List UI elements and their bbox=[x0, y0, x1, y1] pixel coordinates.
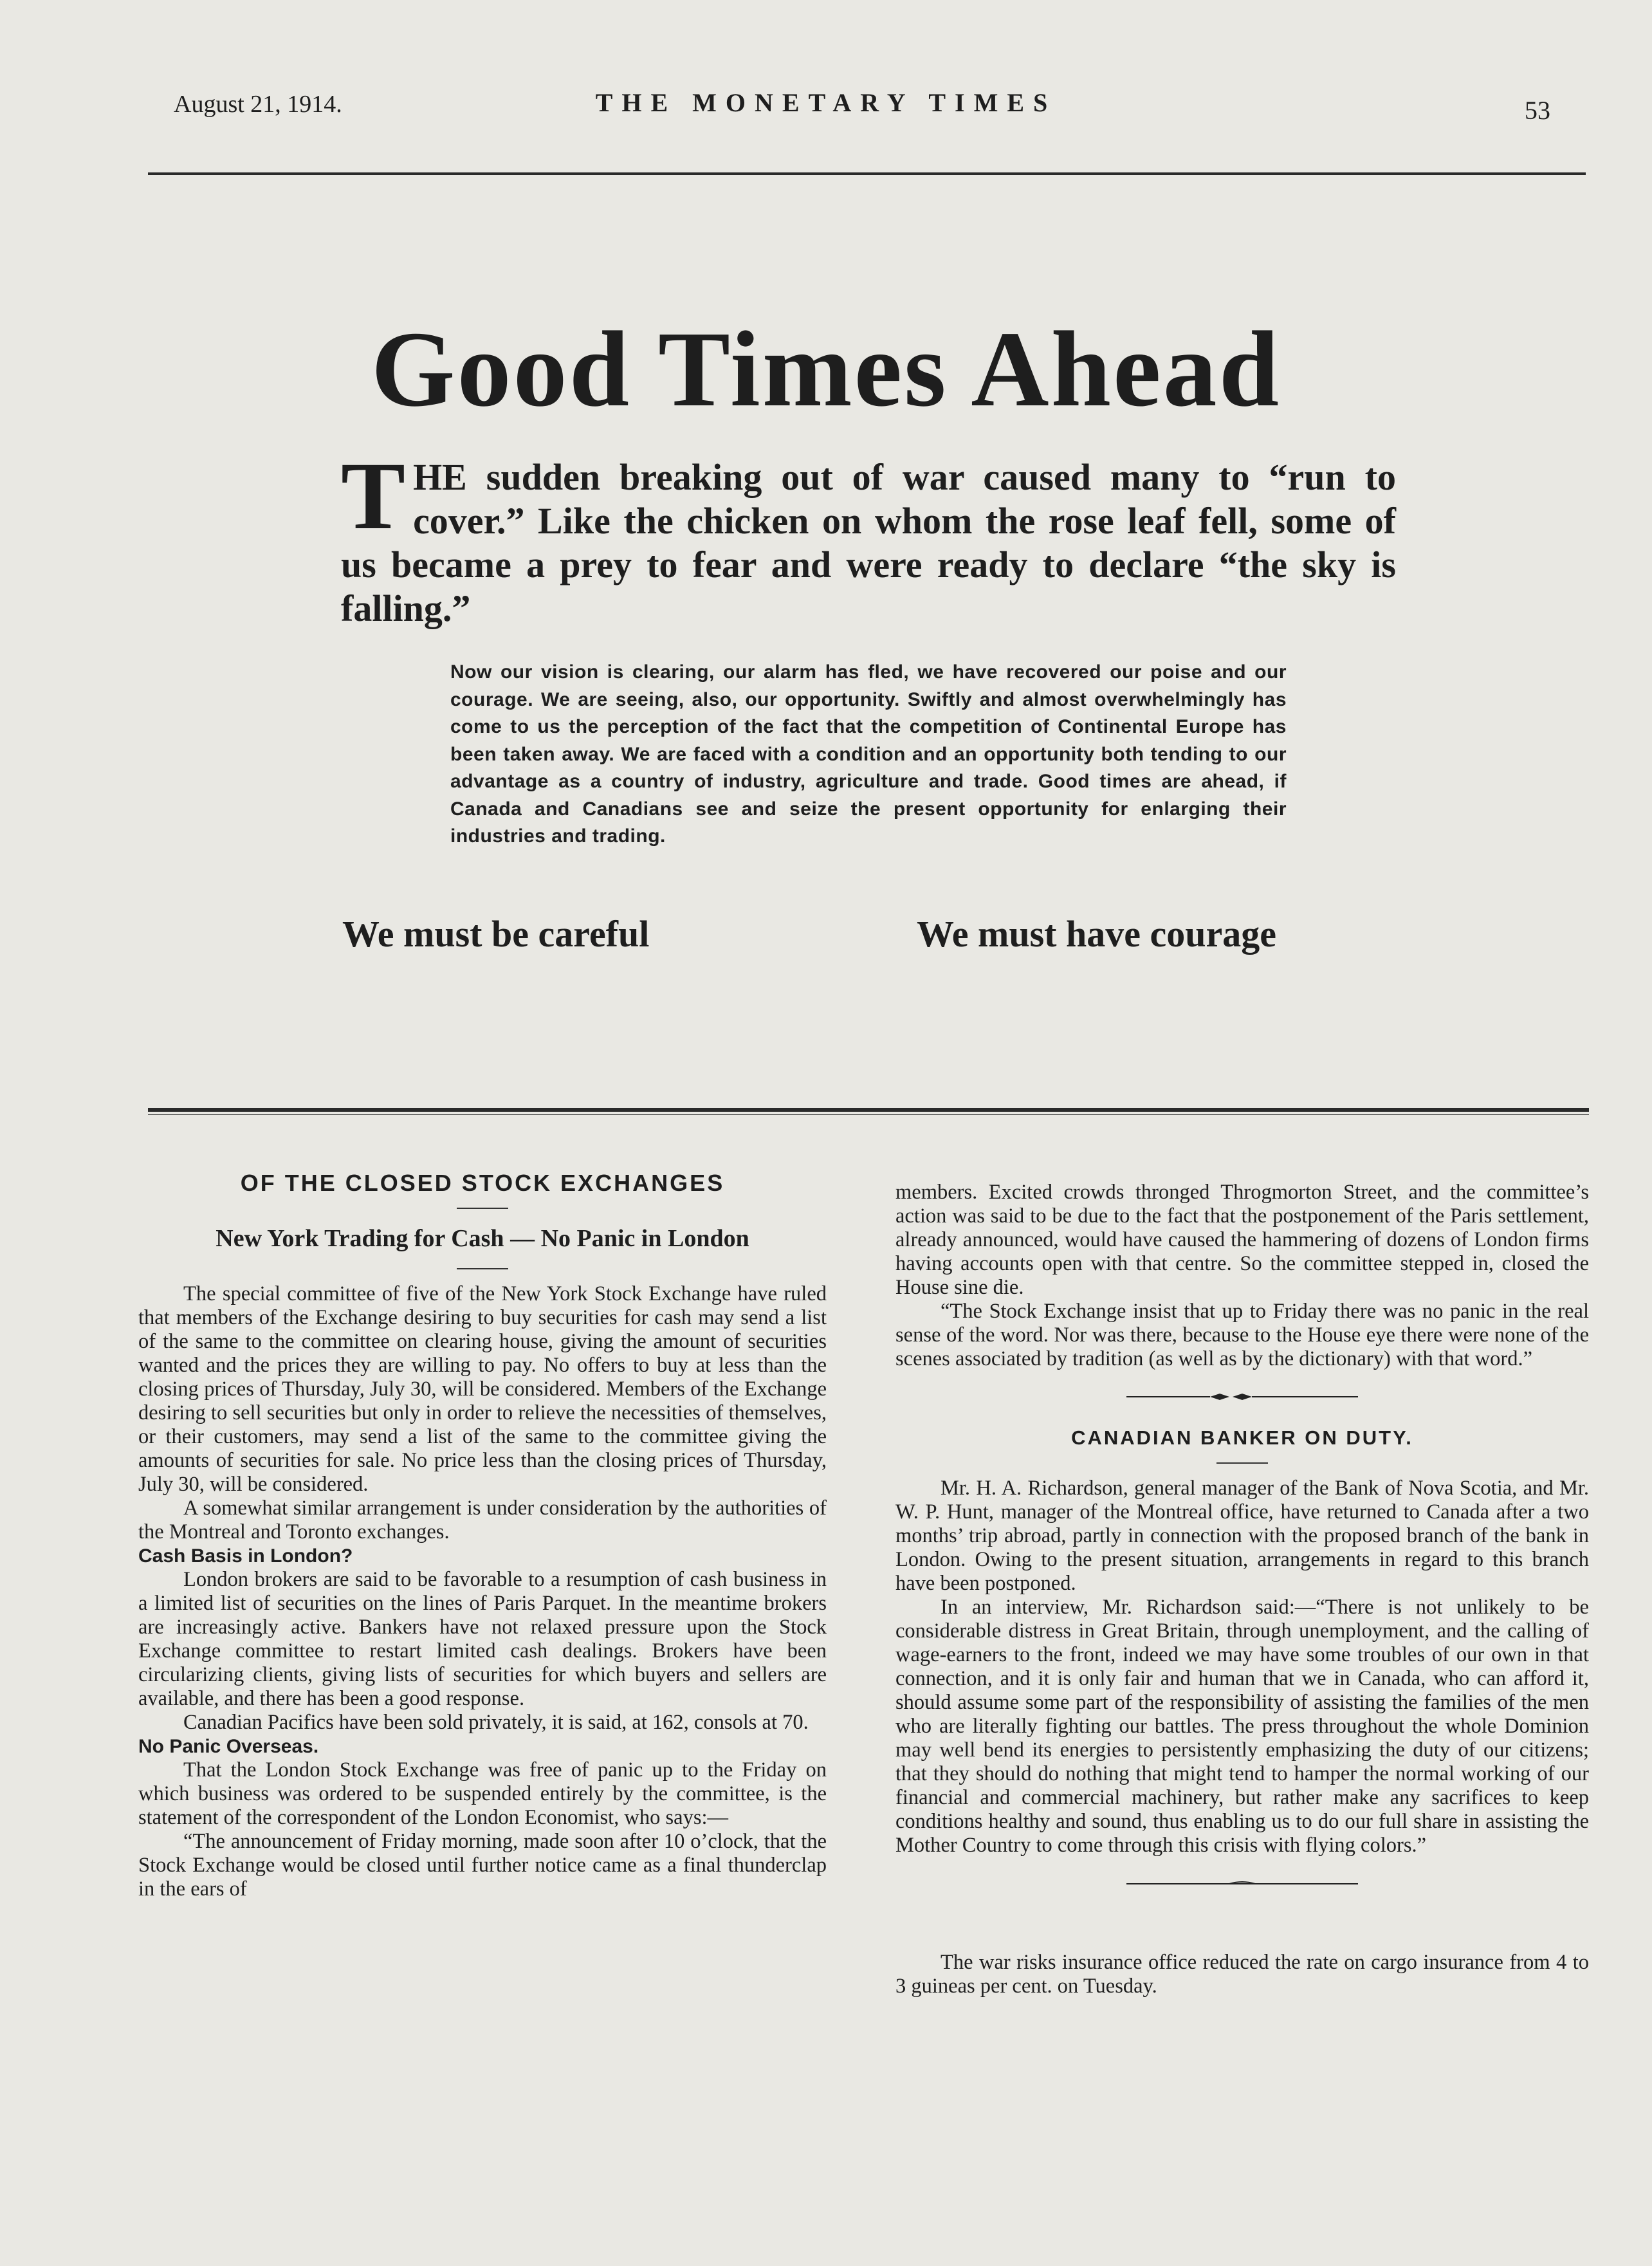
article-subtitle: New York Trading for Cash — No Panic in London bbox=[216, 1225, 749, 1252]
article-title: OF THE CLOSED STOCK EXCHANGES bbox=[240, 1170, 725, 1196]
paragraph: London brokers are said to be favorable to a resumption of cash business in a limited list of securities on the lines of Paris Parquet. In the meantime brokers are increasingly active. Bankers have not relaxed pressure upon the Stock Exchange committee to restart limited cash dealings. Brokers have been circularizing clients, giving lists of securities for which buyers and sellers are available, and there has been a good response. bbox=[138, 1568, 827, 1710]
paragraph: Canadian Pacifics have been sold privately, it is said, at 162, consols at 70. bbox=[183, 1711, 809, 1734]
paragraph: Mr. H. A. Richardson, general manager of the Bank of Nova Scotia, and Mr. W. P. Hunt, manager of the Montreal office, have returned to Canada after a two months’ trip abroad, partly in connection with the proposed branch of the bank in London. Owing to the present situation, arrangements in regard to this branch have been postponed. bbox=[895, 1477, 1589, 1595]
continued-paragraph: members. Excited crowds thronged Throgmorton Street, and the committee’s action was said to be due to the fact that the postponement of the Paris settlement, already announced, would have caused the hammering of dozens of London firms having accounts open with that centre. So the committee stepped in, closed the House sine die. bbox=[895, 1181, 1589, 1299]
paragraph: In an interview, Mr. Richardson said:—“There is not unlikely to be considerable distress in Great Britain, through unemployment, and the calling of wage-earners to the front, indeed we may have some troubles of our own in that connection, and it is only fair and human that we in Canada, who can afford it, should assume some part of the responsibility of assisting the families of the men who are literally fighting our battles. The press throughout the whole Dominion may well bend its energies to persistently emphasizing the duty of our citizens; that they should do nothing that might tend to hamper the normal working of our financial and commercial machinery, but rather make any sacrifices to keep conditions healthy and sound, thus enabling us to do our full share in assisting the Mother Country to come through this crisis with flying colors.” bbox=[895, 1596, 1589, 1857]
section-divider-rule bbox=[148, 1108, 1589, 1112]
page-number: 53 bbox=[1525, 96, 1550, 125]
ornament-divider bbox=[895, 1385, 1589, 1409]
paragraph: “The Stock Exchange insist that up to Friday there was no panic in the real sense of the word. Nor was there, because to the House eye there were none of the scenes associated by tradition (as well as by the dictionary) with that word.” bbox=[895, 1300, 1589, 1370]
ad-slogan-right: We must have courage bbox=[917, 913, 1276, 955]
paragraph: The war risks insurance office reduced the rate on cargo insurance from 4 to 3 guineas per cent. on Tuesday. bbox=[895, 1951, 1589, 1998]
ad-lead-paragraph bbox=[341, 443, 1396, 631]
right-column bbox=[895, 1181, 1589, 1998]
title-rule bbox=[457, 1208, 508, 1209]
banker-article-title: CANADIAN BANKER ON DUTY. bbox=[1071, 1426, 1413, 1449]
section-divider-hairline bbox=[148, 1114, 1589, 1115]
side-heading-cash-basis: Cash Basis in London? bbox=[138, 1545, 353, 1567]
header-rule bbox=[148, 172, 1586, 175]
issue-date: August 21, 1914. bbox=[174, 91, 342, 118]
subtitle-rule bbox=[457, 1268, 508, 1269]
paragraph: That the London Stock Exchange was free of panic up to the Friday on which business was ordered to be suspended entirely by the committee, is the statement of the correspondent of the London Economist, who says:— bbox=[138, 1758, 827, 1829]
ad-body-text: Now our vision is clearing, our alarm has fled, we have recovered our poise and our courage. We are seeing, also, our opportunity. Swiftly and almost overwhelmingly has come to us the perception of the fact that the competition of Continental Europe has been taken away. We are faced with a condition and an opportunity both tending to our advantage as a country of industry, agriculture and trade. Good times are ahead, if Canada and Canadians see and seize the present opportunity for enlarging their industries and trading. bbox=[450, 661, 1287, 847]
ornament-divider-icon bbox=[1126, 1392, 1358, 1401]
ad-slogan-left: We must be careful bbox=[342, 913, 650, 955]
banker-title-rule bbox=[1216, 1462, 1268, 1464]
left-column bbox=[138, 1171, 827, 1901]
drop-cap: T bbox=[341, 443, 406, 549]
side-heading-no-panic: No Panic Overseas. bbox=[138, 1736, 319, 1757]
ornament-divider-small bbox=[895, 1872, 1589, 1895]
paragraph: A somewhat similar arrangement is under consideration by the authorities of the Montreal and Toronto exchanges. bbox=[138, 1497, 827, 1543]
ad-headline: Good Times Ahead bbox=[371, 309, 1281, 429]
publication-title: THE MONETARY TIMES bbox=[595, 88, 1057, 117]
paragraph: “The announcement of Friday morning, made soon after 10 o’clock, that the Stock Exchange would be closed until further notice came as a final thunderclap in the ears of bbox=[138, 1830, 827, 1901]
ornament-divider-small-icon bbox=[1126, 1880, 1358, 1888]
paragraph: The special committee of five of the New York Stock Exchange have ruled that members of the Exchange desiring to buy securities for cash may send a list of the same to the committee on clearing house, giving the amount of securities wanted and the prices they are willing to pay. No offers to buy at less than the closing prices of Thursday, July 30, will be considered. Members of the Exchange desiring to sell securities but only in order to relieve the necessities of themselves, or their customers, may send a list of the same to the committee giving the amounts of securities for sale. No price less than the closing prices of Thursday, July 30, will be considered. bbox=[138, 1282, 827, 1496]
ad-lead-text: HE sudden breaking out of war caused many to “run to cover.” Like the chicken on whom the rose leaf fell, some of us became a prey to fear and were ready to declare “the sky is falling.” bbox=[341, 456, 1396, 629]
